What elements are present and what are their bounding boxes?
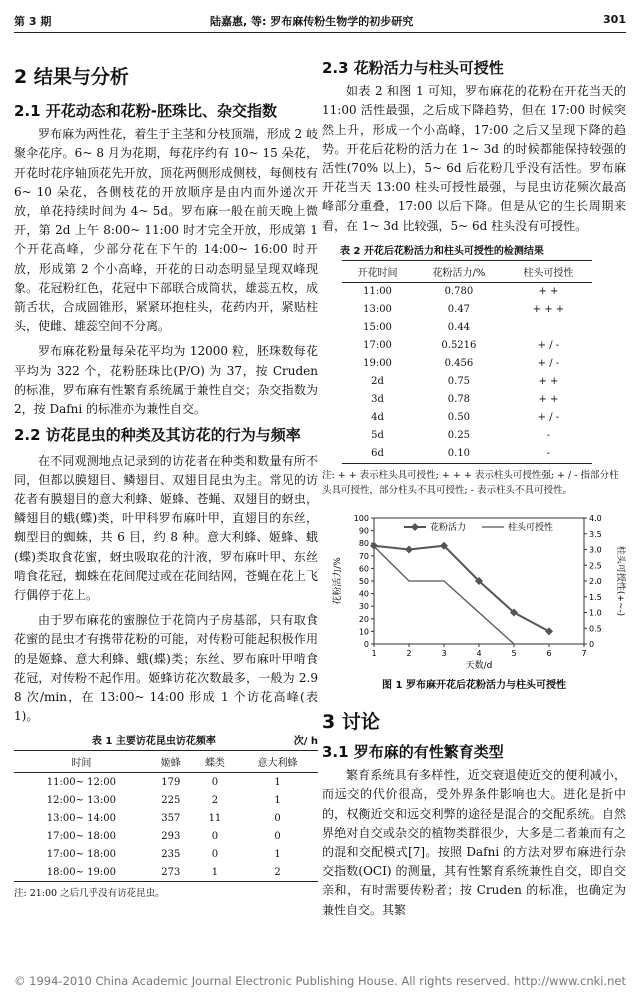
table-cell: 179 [161, 776, 181, 788]
table-1 [14, 750, 318, 882]
table-cell: 15:00 [363, 322, 392, 334]
table-1-title: 表 1 主要访花昆虫访花频率 [91, 736, 216, 748]
table-1-header: 蝶类 [193, 751, 237, 773]
x-tick-label: 4 [476, 648, 482, 658]
section-2-2-paragraph-2: 由于罗布麻花的蜜腺位于花筒内子房基部，只有取食花蜜的昆虫才有携带花粉的可能，对传粉可能起积极作用的是姬蜂、意大利蜂、蛾(蝶)类；东丝、罗布麻叶甲啃食花冠，对传粉不起作用。姬蜂访花次数最多，一般为 2.98 次/min，在 13:00~ 14:00 形成 1 个访花高峰(表 1)。 [14, 613, 318, 724]
table-cell: 0.5216 [441, 340, 477, 352]
table-cell: 2d [371, 376, 384, 388]
table-cell: 11:00 [363, 286, 392, 298]
left-tick-label: 50 [358, 576, 369, 586]
section-2-2-paragraph-1: 在不同观测地点记录到的访花者在种类和数量有所不同，但都以膜翅目、鳞翅目、双翅目昆虫为主。常见的访花者有膜翅目的意大利蜂、姬蜂、苍蝇、双翅目的蚜虫，鳞翅目的蛾(蝶)类，叶甲科罗布麻叶甲，直翅目的东丝，蜘型目的蜘蛛，共 6 目，约 8 种。意大利蜂、姬蜂、蛾(蝶)类取食花蜜，蚜虫吸取花的汁液，罗布麻叶甲、东丝啃食花冠，蜘蛛在花间爬过或在花间结网，苍蝇在花上飞行偶停于花上。 [14, 453, 318, 602]
table-cell: 2 [211, 794, 219, 806]
x-tick-label: 2 [406, 648, 412, 658]
table-2-header: 柱头可授性 [505, 260, 592, 282]
table-cell: + / - [537, 358, 560, 370]
figure-1-caption: 图 1 罗布麻开花后花粉活力与柱头可授性 [382, 679, 566, 691]
left-tick-label: 10 [358, 627, 369, 637]
left-tick-label: 30 [358, 602, 369, 612]
table-cell: 2 [237, 863, 318, 882]
table-row [342, 355, 592, 373]
table-1-header: 姬蜂 [149, 751, 193, 773]
table-cell: 17:00~ 18:00 [46, 848, 116, 860]
section-2-1-paragraph-1: 罗布麻为两性花，着生于主茎和分枝顶端，形成 2 岐聚伞花序。6~ 8 月为花期，每花序约有 10~ 15 朵花，开花时花序轴顶花先开放，顶花两侧形成侧枝，每侧枝有 6~ 10 朵花，各侧枝花的开放顺序是由内而外递次开放，单花持续时间为 4~ 5d。罗布麻一般在前天晚上微开，第 2d 上午 8:00~ 11:00 时才完全开放，形成第 1 个开花高峰，少部分花在下午的 14:00~ 16:00 时开放，形成第 2 个小高峰，开花的日动态明显呈现双峰现象。花冠粉红色，花冠中下部联合成筒状，雄蕊五枚，成箭舌状，合成圆锥形，紧紧环抱柱头，花药内开，紧贴柱头，使雌、雄蕊空间不分离。 [14, 127, 318, 334]
table-cell: 17:00 [363, 340, 392, 352]
table-cell: 0 [274, 812, 281, 824]
left-tick-label: 0 [363, 639, 369, 649]
table-cell: 1 [193, 863, 237, 882]
right-tick-label: 0.5 [589, 624, 602, 634]
x-axis-label: 天数/d [465, 660, 493, 671]
table-1-unit: 次/ h [293, 736, 318, 748]
legend-label-stigma: 柱头可授性 [508, 522, 554, 533]
table-cell: + / - [537, 340, 560, 352]
left-tick-label: 70 [358, 551, 369, 561]
table-row [342, 409, 592, 427]
right-tick-label: 3.0 [589, 545, 602, 555]
table-2-header: 花粉活力/% [413, 260, 505, 282]
table-2-header: 开花时间 [342, 260, 413, 282]
section-2-1-heading: 2.1 开花动态和花粉-胚珠比、杂交指数 [14, 102, 278, 120]
series-line-pollen-viability [374, 546, 549, 632]
section-3-1-paragraph-1: 繁育系统具有多样性，近交衰退使近交的便利减小，而远交的代价很高，受外界条件影响也大。进化是折中的，权衡近交和远交利弊的途径是混合的交配系统。自然界绝对自交或杂交的植物类群很少，大多是二者兼而有之的混和交配模式[7]。按照 Dafni 的方法对罗布麻进行杂交指数(OCI) 的测量，其有性繁育系统兼性自交，即自交亲和，有时需要传粉者；按 Cruden 的标准，也确定为兼性自交。其繁 [322, 768, 626, 917]
table-cell: - [546, 430, 551, 442]
right-tick-label: 1.0 [589, 608, 602, 618]
table-cell: 0 [274, 830, 281, 842]
table-cell: 6d [342, 445, 413, 464]
figure-1-chart [322, 504, 626, 674]
table-row [342, 373, 592, 391]
right-tick-label: 1.5 [589, 592, 602, 602]
x-tick-label: 1 [371, 648, 377, 658]
table-cell: 1 [274, 794, 281, 806]
table-row [342, 301, 592, 319]
table-row [14, 791, 318, 809]
table-2 [342, 260, 592, 464]
table-row [342, 445, 592, 464]
table-row [14, 773, 318, 792]
table-cell: 273 [149, 863, 193, 882]
footer-url[interactable]: http://www.cnki.net [513, 974, 626, 988]
table-cell: 235 [161, 848, 181, 860]
left-tick-label: 80 [358, 539, 369, 549]
right-axis-label: 柱头可授性(+~-) [615, 545, 625, 617]
table-row [14, 863, 318, 882]
left-tick-label: 20 [358, 614, 369, 624]
section-2-heading: 2 结果与分析 [14, 66, 129, 88]
left-tick-label: 100 [353, 513, 369, 523]
table-cell: 357 [161, 812, 181, 824]
table-cell: 0 [211, 830, 219, 842]
table-cell: - [505, 445, 592, 464]
table-cell: 293 [161, 830, 181, 842]
right-tick-label: 2.5 [589, 561, 602, 571]
table-row [14, 809, 318, 827]
section-3-1-heading: 3.1 罗布麻的有性繁育类型 [322, 742, 504, 761]
x-tick-label: 5 [511, 648, 517, 658]
table-1-header: 意大利蜂 [237, 751, 318, 773]
table-cell: 11 [208, 812, 222, 824]
x-tick-label: 3 [441, 648, 447, 658]
right-tick-label: 3.5 [589, 529, 602, 539]
table-cell: 13:00 [363, 304, 392, 316]
right-tick-label: 0 [589, 639, 595, 649]
left-column [14, 36, 318, 901]
copyright-text: © 1994-2010 China Academic Journal Electronic Publishing House. All rights reserved. [14, 974, 511, 988]
table-cell: 17:00~ 18:00 [46, 830, 116, 842]
section-2-2-heading: 2.2 访花昆虫的种类及其访花的行为与频率 [14, 426, 301, 445]
table-cell: 18:00~ 19:00 [14, 863, 149, 882]
section-2-1-paragraph-2: 罗布麻花粉量每朵花平均为 12000 粒，胚珠数每花平均为 322 个，花粉胚珠比(P/O) 为 37，按 Cruden 的标准，罗布麻有性繁育系统属于兼性自交；杂交指数为 2，按 Dafni 的标准亦为兼性自交。 [14, 344, 318, 417]
table-cell: 19:00 [363, 358, 392, 370]
table-cell: 4d [371, 412, 384, 424]
left-tick-label: 40 [358, 589, 369, 599]
table-cell: 1 [274, 776, 281, 788]
issue-number: 第 3 期 [14, 15, 52, 28]
legend-label-pollen: 花粉活力 [430, 522, 467, 533]
table-cell: + + + [532, 304, 565, 316]
section-2-3-heading: 2.3 花粉活力与柱头可授性 [322, 59, 504, 77]
table-cell: 0 [211, 848, 219, 860]
data-point [405, 545, 413, 553]
table-row [14, 827, 318, 845]
table-cell: 0.44 [447, 322, 471, 334]
table-row [342, 427, 592, 445]
x-tick-label: 7 [581, 648, 587, 658]
table-2-caption: 表 2 开花后花粉活力和柱头可授性的检测结果 [340, 245, 544, 257]
table-cell: + / - [537, 412, 560, 424]
legend-marker-pollen [411, 523, 419, 531]
table-cell: 11:00~ 12:00 [46, 776, 116, 788]
table-cell: 0.780 [444, 286, 474, 298]
page-header [0, 0, 640, 36]
table-cell: 225 [161, 794, 181, 806]
table-cell: 1 [274, 848, 281, 860]
table-cell: 0.78 [447, 394, 471, 406]
right-tick-label: 2.0 [589, 576, 602, 586]
section-3-heading: 3 讨论 [322, 710, 380, 733]
table-cell: 0.50 [447, 412, 471, 424]
table-2-note: 注: + + 表示柱头具可授性; + + + 表示柱头可授性强; + / - 指部分柱头具可授性，部分柱头不具可授性; - 表示柱头不具可授性。 [322, 469, 619, 496]
copyright-footer [14, 974, 626, 988]
table-cell: 0.10 [413, 445, 505, 464]
table-row [342, 282, 592, 301]
table-1-note: 注: 21:00 之后几乎没有访花昆虫。 [14, 888, 165, 900]
table-row [14, 845, 318, 863]
table-cell: 0.456 [444, 358, 474, 370]
chart-svg [322, 504, 626, 674]
table-cell: 0 [211, 776, 219, 788]
x-tick-label: 6 [546, 648, 552, 658]
table-cell: 3d [371, 394, 384, 406]
table-row [342, 319, 592, 337]
data-point [545, 627, 553, 635]
table-cell: + + [538, 394, 559, 406]
table-cell: 13:00~ 14:00 [46, 812, 116, 824]
page-number: 301 [603, 13, 626, 26]
section-2-3-paragraph-1: 如表 2 和图 1 可知，罗布麻花的花粉在开花当天的 11:00 活性最强，之后成下降趋势，但在 17:00 时候突然上升，形成一个小高峰，17:00 之后又呈现下降的趋势。开花后花粉的活力在 1~ 3d 的时候都能保持较强的活性(70% 以上)，5~ 6d 后花粉几乎没有活性。罗布麻开花当天 13:00 柱头可授性最强，与昆虫访花频次最高峰部分重叠，17:00 以后下降。但是从它的生长周期来看，在 1~ 3d 比较强，5~ 6d 柱头没有可授性。 [322, 84, 626, 233]
left-axis-label: 花粉活力/% [333, 557, 343, 605]
table-cell: 0.75 [447, 376, 471, 388]
table-1-caption [14, 732, 318, 747]
table-cell: 5d [371, 430, 384, 442]
table-1-header: 时间 [14, 751, 149, 773]
table-row [342, 391, 592, 409]
right-column [322, 36, 626, 920]
table-cell: 0.25 [447, 430, 471, 442]
table-cell [505, 319, 592, 337]
left-tick-label: 90 [358, 526, 369, 536]
right-tick-label: 4.0 [589, 513, 602, 523]
running-title: 陆嘉惠, 等: 罗布麻传粉生物学的初步研究 [210, 15, 414, 28]
left-tick-label: 60 [358, 564, 369, 574]
series-line-stigma-receptivity [374, 546, 549, 644]
header-rule [14, 32, 626, 33]
table-cell: + + [538, 286, 559, 298]
table-row [342, 337, 592, 355]
table-cell: 12:00~ 13:00 [46, 794, 116, 806]
table-cell: + + [538, 376, 559, 388]
table-cell: 0.47 [447, 304, 471, 316]
